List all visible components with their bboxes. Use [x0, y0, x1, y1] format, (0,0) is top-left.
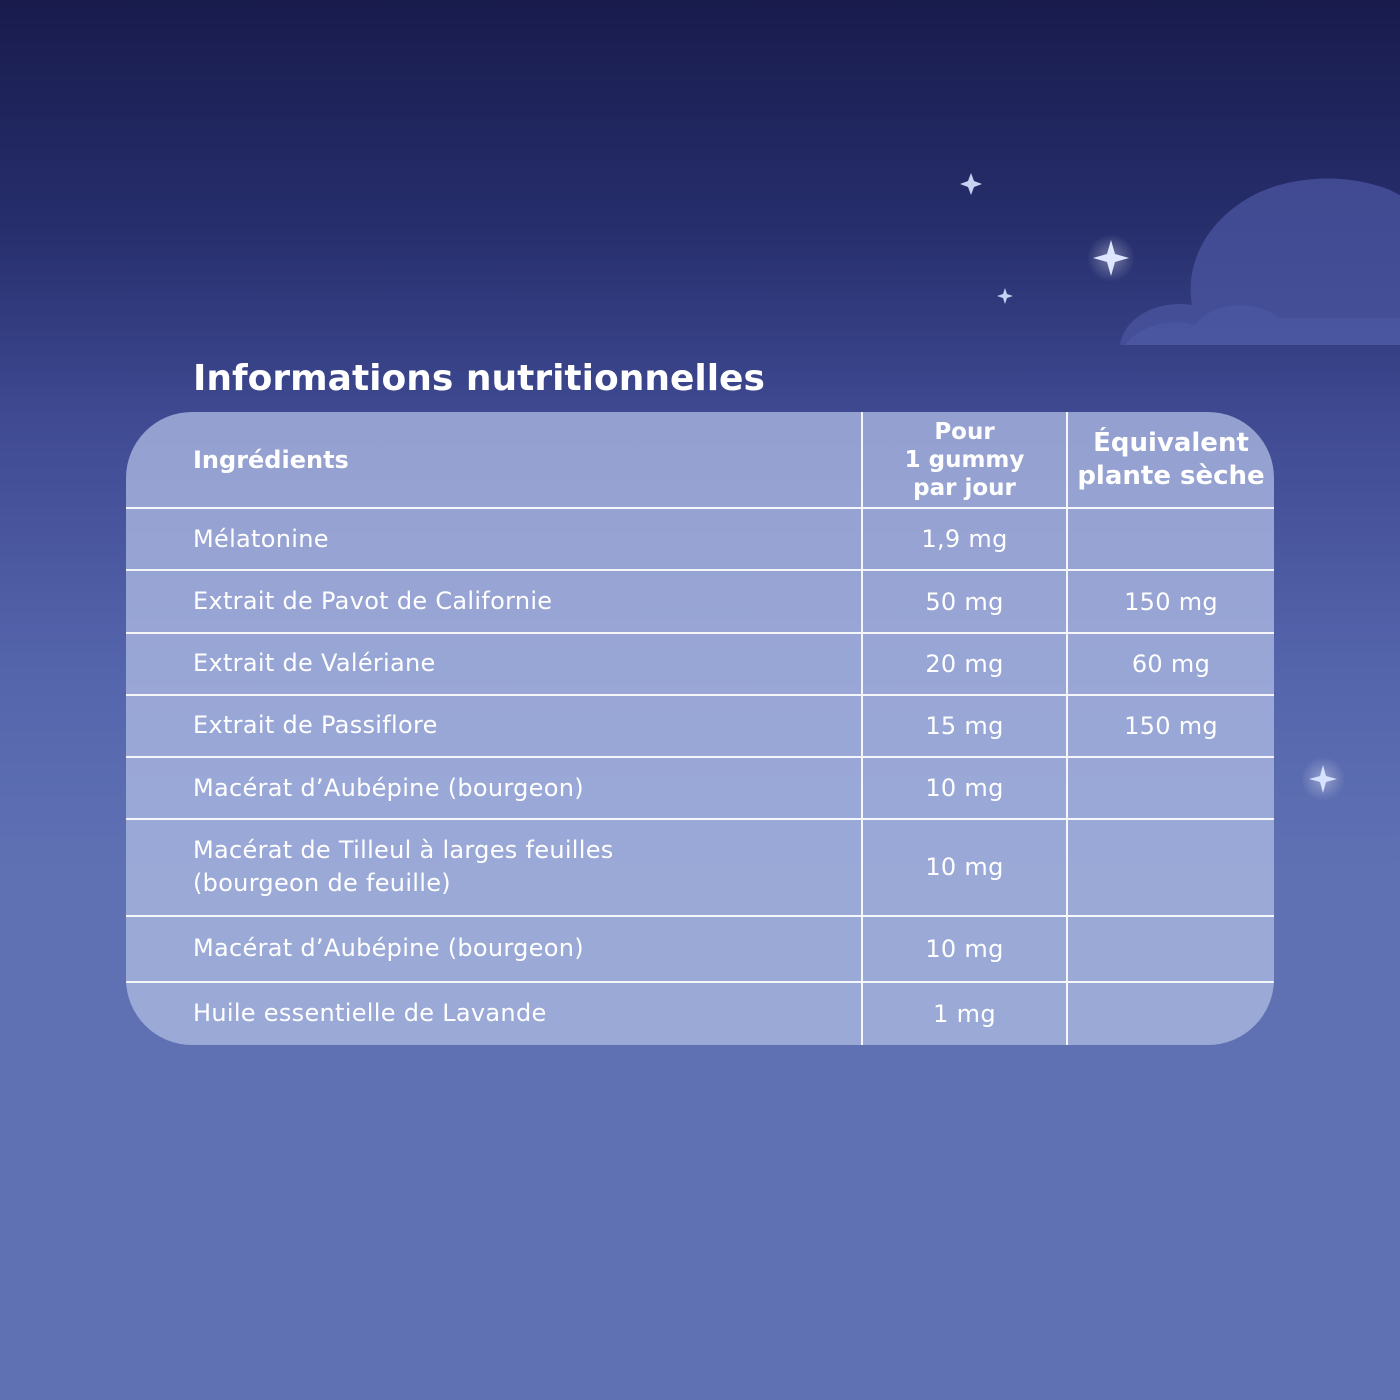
ingredient-name: [126, 570, 862, 632]
equivalent-value: [1067, 916, 1274, 982]
ingredient-name-line: Extrait de Pavot de Californie: [193, 587, 553, 616]
dose-value: 15 mg: [862, 695, 1067, 757]
equivalent-value: 150 mg: [1067, 695, 1274, 757]
ingredient-name-line: Macérat de Tilleul à larges feuilles: [193, 836, 614, 865]
ingredient-name: [126, 819, 862, 915]
ingredient-name: [126, 982, 862, 1045]
ingredient-name-line: Huile essentielle de Lavande: [193, 999, 547, 1028]
ingredient-name: [126, 508, 862, 570]
table-row: [126, 570, 1274, 632]
table-row: [126, 982, 1274, 1045]
star-icon: [1301, 757, 1345, 801]
star-icon: [960, 173, 982, 195]
ingredient-name-line: Macérat d’Aubépine (bourgeon): [193, 934, 584, 963]
table-row: [126, 695, 1274, 757]
ingredient-name: [126, 916, 862, 982]
equivalent-value: [1067, 819, 1274, 915]
equivalent-value: 60 mg: [1067, 633, 1274, 695]
table-row: [126, 916, 1274, 982]
table-header-row: [126, 412, 1274, 508]
table-row: [126, 508, 1274, 570]
dose-value: 1,9 mg: [862, 508, 1067, 570]
table-row: [126, 757, 1274, 819]
nutrition-table: [126, 412, 1274, 1045]
table-row: [126, 819, 1274, 915]
table-row: [126, 633, 1274, 695]
header-per-day-line: 1 gummy: [904, 446, 1025, 473]
equivalent-value: 150 mg: [1067, 570, 1274, 632]
dose-value: 10 mg: [862, 916, 1067, 982]
ingredient-name-line: (bourgeon de feuille): [193, 869, 451, 898]
ingredient-name: [126, 757, 862, 819]
ingredient-name: [126, 633, 862, 695]
ingredient-name-line: Macérat d’Aubépine (bourgeon): [193, 773, 584, 802]
ingredient-name-line: Mélatonine: [193, 524, 329, 553]
header-per-day-line: Pour: [934, 418, 995, 445]
ingredient-name: [126, 695, 862, 757]
page-title: Informations nutritionnelles: [193, 358, 765, 399]
dose-value: 10 mg: [862, 757, 1067, 819]
header-per-day-line: par jour: [913, 474, 1016, 501]
header-equivalent-line: plante sèche: [1077, 460, 1265, 491]
equivalent-value: [1067, 508, 1274, 570]
header-ingredients: Ingrédients: [126, 412, 862, 508]
header-equivalent: [1067, 412, 1274, 508]
dose-value: 50 mg: [862, 570, 1067, 632]
header-per-day: [862, 412, 1067, 508]
ingredient-name-line: Extrait de Valériane: [193, 649, 436, 678]
dose-value: 20 mg: [862, 633, 1067, 695]
dose-value: 10 mg: [862, 819, 1067, 915]
dose-value: 1 mg: [862, 982, 1067, 1045]
equivalent-value: [1067, 982, 1274, 1045]
ingredient-name-line: Extrait de Passiflore: [193, 711, 438, 740]
equivalent-value: [1067, 757, 1274, 819]
cloud-icon: [1120, 179, 1400, 345]
star-icon: [1087, 234, 1135, 282]
header-equivalent-line: Équivalent: [1093, 427, 1249, 458]
star-icon: [997, 288, 1013, 304]
